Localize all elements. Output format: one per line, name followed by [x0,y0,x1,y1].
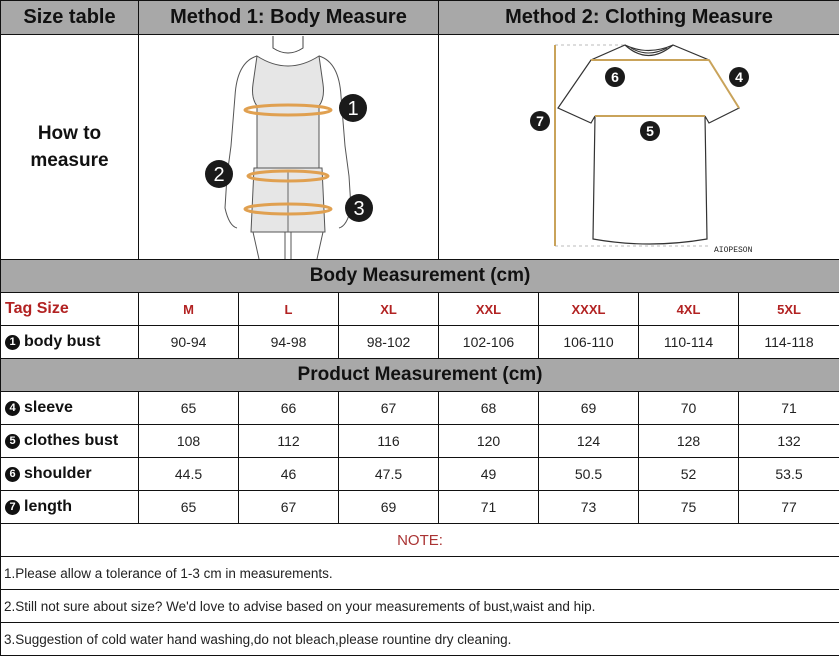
cell: 46 [239,458,339,491]
number-4-icon: 4 [5,401,20,416]
cell: 49 [439,458,539,491]
method2-header: Method 2: Clothing Measure [439,1,839,35]
body-measurement-title: Body Measurement (cm) [1,260,839,293]
note-line-2: 2.Still not sure about size? We'd love to advise based on your measurements of bust,waist and hip. [1,590,839,623]
cell: 98-102 [339,326,439,359]
cell: 75 [639,491,739,524]
cell: 90-94 [139,326,239,359]
row-label-body-bust: 1 body bust [1,326,139,359]
how-to-measure-label [1,35,139,260]
table-row [1,458,839,491]
table-row [1,425,839,458]
marker-7: 7 [536,112,544,129]
tag-size-row [1,293,839,326]
body-measure-figure [139,35,439,260]
cell: 94-98 [239,326,339,359]
brand-label: AIOPESON [714,245,753,255]
table-row [1,326,839,359]
row-label-sleeve: 4 sleeve [1,392,139,425]
body-figure-icon [139,36,437,259]
clothing-measure-figure [439,35,839,260]
cell: 120 [439,425,539,458]
cell: 44.5 [139,458,239,491]
row-label-clothes-bust: 5 clothes bust [1,425,139,458]
size-xxl: XXL [439,293,539,326]
size-xl: XL [339,293,439,326]
cell: 71 [439,491,539,524]
size-5xl: 5XL [739,293,839,326]
cell: 77 [739,491,839,524]
size-table-header: Size table [1,1,139,35]
cell: 68 [439,392,539,425]
cell: 69 [339,491,439,524]
cell: 106-110 [539,326,639,359]
product-measurement-title: Product Measurement (cm) [1,359,839,392]
cell: 102-106 [439,326,539,359]
number-6-icon: 6 [5,467,20,482]
tag-size-label: Tag Size [1,293,139,326]
cell: 47.5 [339,458,439,491]
table-row [1,392,839,425]
cell: 73 [539,491,639,524]
number-7-icon: 7 [5,500,20,515]
marker-5: 5 [646,122,654,139]
cell: 128 [639,425,739,458]
cell: 69 [539,392,639,425]
cell: 108 [139,425,239,458]
marker-3: 3 [353,197,365,220]
method1-header: Method 1: Body Measure [139,1,439,35]
cell: 112 [239,425,339,458]
cell: 124 [539,425,639,458]
note-line-3: 3.Suggestion of cold water hand washing,do not bleach,please rountine dry cleaning. [1,623,839,656]
cell: 52 [639,458,739,491]
cell: 53.5 [739,458,839,491]
size-xxxl: XXXL [539,293,639,326]
marker-6: 6 [611,68,619,85]
cell: 66 [239,392,339,425]
cell: 67 [339,392,439,425]
tshirt-figure-icon [439,36,838,259]
cell: 65 [139,392,239,425]
size-4xl: 4XL [639,293,739,326]
size-m: M [139,293,239,326]
number-5-icon: 5 [5,434,20,449]
cell: 114-118 [739,326,839,359]
number-1-icon: 1 [5,335,20,350]
how-to-line1: How to [37,123,102,144]
marker-1: 1 [347,97,359,120]
row-label-length: 7 length [1,491,139,524]
how-to-line2: measure [30,150,109,171]
table-row [1,491,839,524]
cell: 116 [339,425,439,458]
cell: 50.5 [539,458,639,491]
cell: 132 [739,425,839,458]
cell: 110-114 [639,326,739,359]
cell: 67 [239,491,339,524]
cell: 65 [139,491,239,524]
cell: 71 [739,392,839,425]
note-line-1: 1.Please allow a tolerance of 1-3 cm in measurements. [1,557,839,590]
row-label-shoulder: 6 shoulder [1,458,139,491]
marker-4: 4 [735,68,743,85]
cell: 70 [639,392,739,425]
size-l: L [239,293,339,326]
marker-2: 2 [213,163,225,186]
note-title: NOTE: [1,524,839,557]
